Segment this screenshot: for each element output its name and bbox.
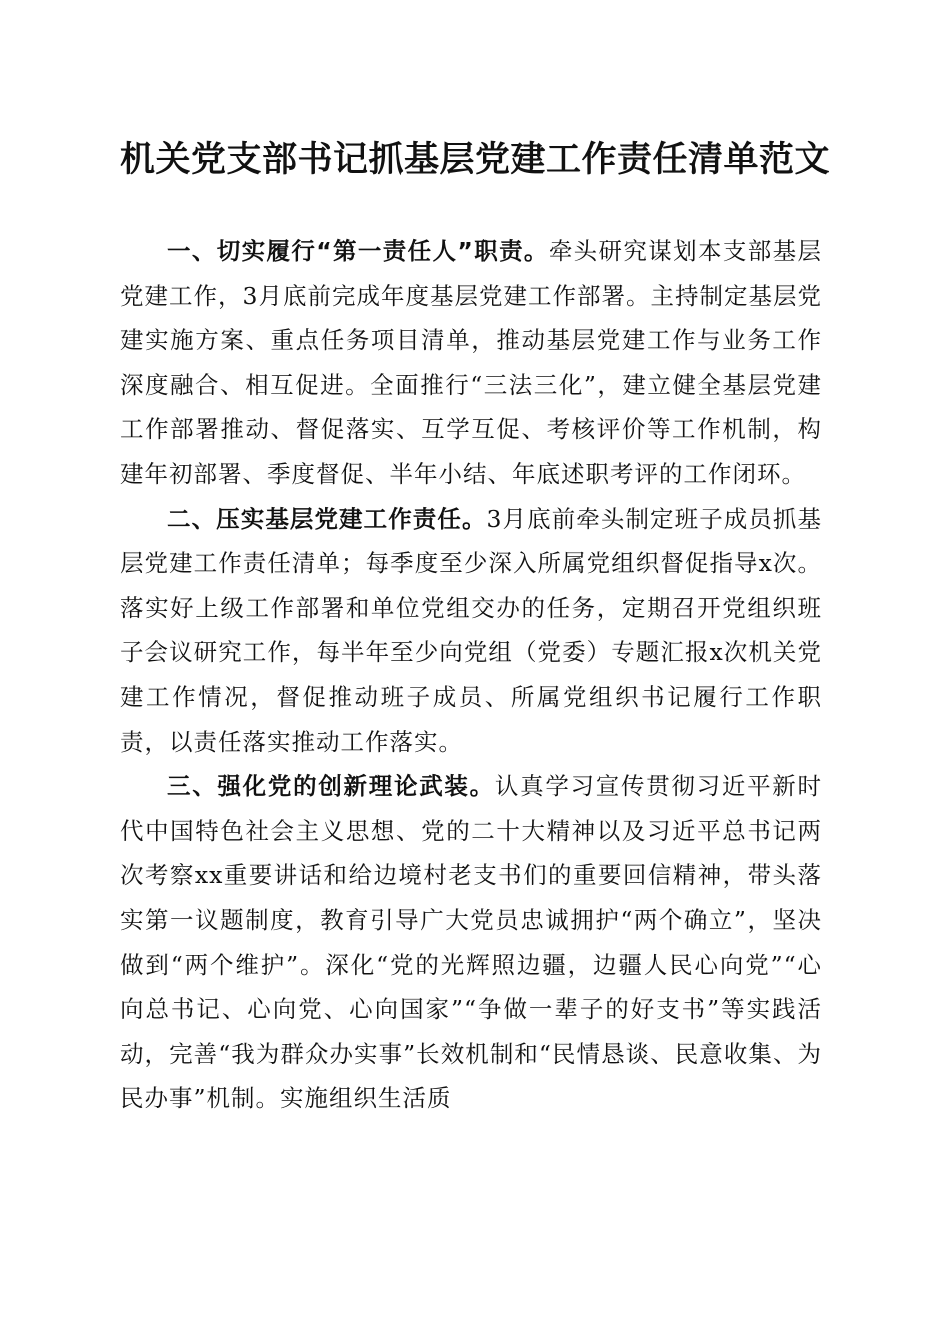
document-title: 机关党支部书记抓基层党建工作责任清单范文 — [119, 139, 830, 180]
paragraph-heading: 一、切实履行“第一责任人”职责。 — [167, 237, 549, 265]
paragraph-heading: 三、强化党的创新理论武装。 — [167, 772, 495, 801]
paragraph-theory-armament — [120, 764, 822, 1121]
paragraph-compact-responsibility — [120, 497, 822, 765]
document-body — [120, 229, 822, 1121]
paragraph-text: 牵头研究谋划本支部基层党建工作，3月底前完成年度基层党建工作部署。主持制定基层党建实施方案、重点任务项目清单，推动基层党建工作与业务工作深度融合、相互促进。全面推行“三法三化”，建立健全基层党建工作部署推动、督促落实、互学互促、考核评价等工作机制，构建年初部署、季度督促、半年小结、年底述职考评的工作闭环。 — [120, 237, 823, 488]
paragraph-text: 认真学习宣传贯彻习近平新时代中国特色社会主义思想、党的二十大精神以及习近平总书记两次考察xx重要讲话和给边境村老支书们的重要回信精神，带头落实第一议题制度，教育引导广大党员忠诚拥护“两个确立”，坚决做到“两个维护”。深化“党的光辉照边疆，边疆人民心向党”“心向总书记、心向党、心向国家”“争做一辈子的好支书”等实践活动，完善“我为群众办实事”长效机制和“民情恳谈、民意收集、为民办事”机制。实施组织生活质 — [120, 772, 823, 1113]
paragraph-first-responsible-person — [120, 229, 822, 497]
paragraph-text: 3月底前牵头制定班子成员抓基层党建工作责任清单；每季度至少深入所属党组织督促指导x次。落实好上级工作部署和单位党组交办的任务，定期召开党组织班子会议研究工作，每半年至少向党组（党委）专题汇报x次机关党建工作情况，督促推动班子成员、所属党组织书记履行工作职责，以责任落实推动工作落实。 — [120, 504, 823, 756]
paragraph-heading: 二、压实基层党建工作责任。 — [167, 504, 487, 533]
